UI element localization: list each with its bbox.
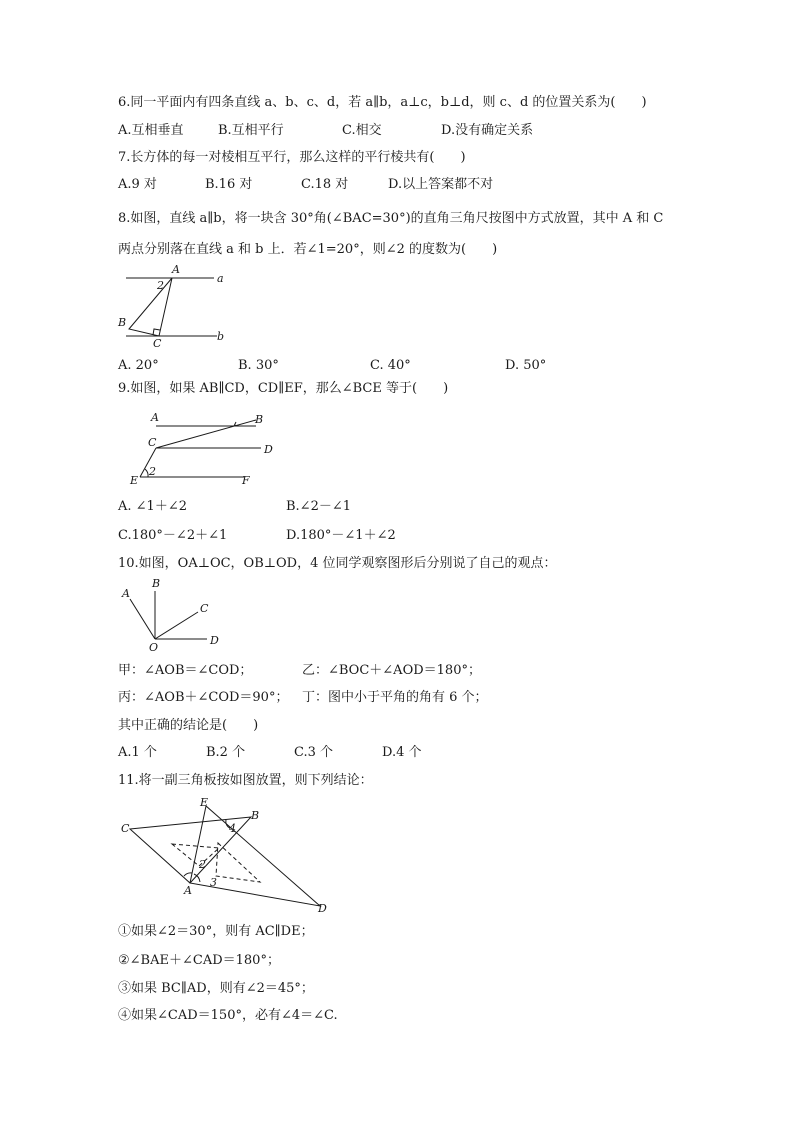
q9-figure (128, 408, 278, 488)
angle-2-arc (145, 469, 148, 477)
segment-CB (156, 420, 256, 448)
q8-figure (114, 262, 234, 348)
q7-option-a: A.9 对 (118, 177, 157, 192)
q6-option-a: A.互相垂直 (118, 123, 184, 138)
label-A: A (172, 263, 180, 276)
q6-option-d: D.没有确定关系 (441, 123, 534, 138)
label-C: C (153, 337, 162, 350)
q7-stem: 7.长方体的每一对棱相互平行，那么这样的平行棱共有( ) (118, 150, 466, 165)
label-B: B (152, 577, 161, 590)
label-D: D (210, 634, 219, 647)
q6-option-b: B.互相平行 (218, 123, 284, 138)
q8-option-a: A. 20° (118, 358, 159, 373)
q10-option-d: D.4 个 (382, 745, 422, 760)
q7-option-c: C.18 对 (301, 177, 349, 192)
ray-OA (130, 599, 155, 639)
q9-option-c: C.180°－∠2＋∠1 (118, 528, 228, 543)
q11-statement-4: ④如果∠CAD＝150°，必有∠4＝∠C. (118, 1008, 338, 1023)
hidden-triangle-right (216, 843, 260, 882)
label-C: C (121, 822, 130, 835)
label-angle-2: 2 (149, 465, 156, 478)
q11-statement-2: ②∠BAE＋∠CAD＝180°； (118, 953, 280, 968)
q6-stem: 6.同一平面内有四条直线 a、b、c、d，若 a∥b，a⊥c，b⊥d，则 c、d 的位置关系为( ) (118, 95, 647, 110)
q10-question: 其中正确的结论是( ) (118, 718, 259, 733)
label-A: A (184, 884, 192, 897)
q9-option-d: D.180°－∠1＋∠2 (286, 528, 396, 543)
q10-option-a: A.1 个 (118, 745, 157, 760)
q9-option-b: B.∠2－∠1 (286, 499, 352, 514)
label-angle-2: 2 (157, 279, 164, 292)
label-B: B (118, 316, 127, 329)
q10-stem: 10.如图，OA⊥OC，OB⊥OD，4 位同学观察图形后分别说了自己的观点： (118, 556, 557, 571)
q10-view-ding: 丁：图中小于平角的角有 6 个； (302, 690, 488, 705)
label-C: C (148, 436, 157, 449)
q10-view-jia: 甲：∠AOB＝∠COD； (118, 663, 253, 678)
label-F: F (242, 474, 250, 487)
label-A: A (122, 587, 130, 600)
q10-figure (118, 575, 228, 655)
label-angle-4: 4 (229, 822, 236, 835)
label-A: A (151, 411, 159, 424)
label-O: O (149, 641, 159, 654)
q8-stem-line1: 8.如图，直线 a∥b，将一块含 30°角(∠BAC=30°)的直角三角尺按图中方式放置，其中 A 和 C (118, 211, 664, 226)
q11-stem: 11.将一副三角板按如图放置，则下列结论： (118, 773, 373, 788)
q8-stem-line2: 两点分别落在直线 a 和 b 上．若∠1=20°，则∠2 的度数为( ) (118, 242, 498, 257)
angle-1-arc (184, 873, 192, 876)
q10-option-c: C.3 个 (294, 745, 334, 760)
q11-statement-1: ①如果∠2＝30°，则有 AC∥DE； (118, 924, 314, 939)
q11-statement-3: ③如果 BC∥AD，则有∠2＝45°； (118, 981, 314, 996)
q7-option-b: B.16 对 (205, 177, 253, 192)
q11-figure (120, 796, 335, 918)
q10-view-bing: 丙：∠AOB＋∠COD＝90°； (118, 690, 289, 705)
label-angle-2: 2 (199, 858, 206, 871)
q8-option-b: B. 30° (238, 358, 279, 373)
q8-option-c: C. 40° (370, 358, 411, 373)
ray-OC (155, 612, 198, 639)
q9-option-a: A. ∠1＋∠2 (118, 499, 187, 514)
label-b: b (217, 330, 225, 343)
triangle-ruler (129, 278, 172, 336)
label-angle-3: 3 (210, 876, 217, 889)
q9-stem: 9.如图，如果 AB∥CD，CD∥EF，那么∠BCE 等于( ) (118, 381, 449, 396)
q6-option-c: C.相交 (342, 123, 382, 138)
label-D: D (318, 902, 327, 915)
q10-option-b: B.2 个 (206, 745, 246, 760)
label-E: E (130, 474, 139, 487)
label-B: B (251, 809, 260, 822)
label-E: E (200, 796, 209, 809)
label-a: a (217, 272, 224, 285)
label-C: C (200, 602, 209, 615)
label-D: D (264, 443, 273, 456)
q8-option-d: D. 50° (505, 358, 547, 373)
q10-view-yi: 乙：∠BOC＋∠AOD＝180°； (302, 663, 481, 678)
label-B: B (255, 413, 264, 426)
q7-option-d: D.以上答案都不对 (388, 177, 494, 192)
